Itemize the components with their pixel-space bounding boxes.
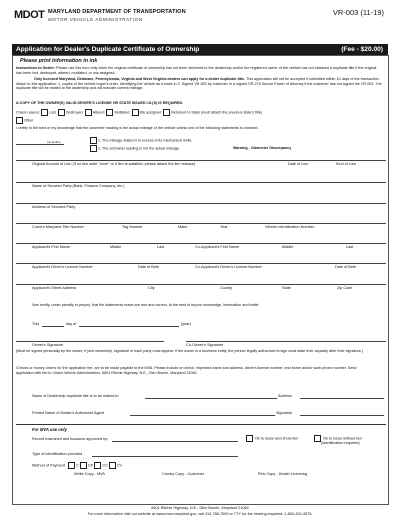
reason-row — [16, 109, 386, 116]
reason-label: Check reason: — [16, 110, 40, 115]
id-type-label: Type of identification provided — [32, 452, 83, 456]
fee-label: (Fee - $20.00) — [341, 45, 383, 53]
day-of-label: day of — [66, 322, 77, 326]
zip-label: Zip Code — [337, 286, 353, 290]
last-label: Last — [157, 245, 165, 249]
reason-returned-checkbox[interactable] — [163, 109, 170, 116]
odometer-option-1-checkbox[interactable] — [90, 137, 97, 144]
middle-label: Middle — [110, 245, 122, 249]
make-label: Make — [178, 225, 188, 229]
eligible-dealers-note: Only licensed Maryland, Delaware, Pennsylvania, Virginia and West Virginia dealers can apply for a dealer duplicate title. — [34, 77, 246, 81]
payment-ck-checkbox[interactable] — [80, 462, 87, 469]
agent-name-field[interactable] — [130, 415, 275, 416]
vehicle-info-field[interactable] — [16, 223, 386, 224]
reason-destroyed-checkbox[interactable] — [58, 109, 65, 116]
payment-cc-label: CC — [102, 463, 108, 468]
payment-c-label: C — [76, 463, 79, 468]
secured-party-name-field[interactable] — [16, 182, 386, 183]
reason-other-label: Other — [24, 118, 34, 123]
agency-name: MARYLAND DEPARTMENT OF TRANSPORTATION — [48, 9, 186, 15]
applicant-names-field[interactable] — [16, 243, 386, 244]
payment-cv-checkbox[interactable] — [109, 462, 116, 469]
footer-info: For more information visit our website at www.mva.maryland.gov, call 410-768-7000 or TTY for the hearing impaired: 1-800-492-4575. — [87, 512, 313, 516]
reason-other-row — [16, 117, 33, 124]
payment-cv-label: CV — [116, 463, 123, 468]
date-of-lien-label: Date of Lien — [288, 162, 309, 166]
license-numbers-field[interactable] — [16, 263, 386, 264]
record-examined-label: Record examined and issuance approved by: — [32, 437, 109, 441]
divider — [16, 424, 386, 425]
odometer-warning: Warning - Odometer Discrepancy — [233, 146, 292, 150]
canary-copy-label: Canary Copy - Customer — [162, 472, 204, 476]
dealership-address-label: Address — [278, 394, 292, 398]
mva-use-label: For MVA use only — [32, 427, 67, 432]
dob-label: Date of Birth — [138, 265, 160, 269]
city-label: City — [148, 286, 155, 290]
ok-issue-show-lien — [246, 435, 298, 442]
payment-ck-label: CK — [87, 463, 94, 468]
first-name-label: Applicant's First Name — [32, 245, 70, 249]
subheading: Please print information in ink — [20, 58, 98, 64]
dealership-name-field[interactable] — [145, 398, 277, 399]
payment-method-label: Method of Payment — [32, 463, 65, 468]
payment-cc-checkbox[interactable] — [94, 462, 101, 469]
co-owner-signature-field[interactable] — [186, 341, 386, 342]
odometer-certify: I certify to the best of my knowledge that the odometer reading is the actual mileage of the vehicle unless one of the following statements is checked. — [16, 126, 259, 130]
lien-amount-label: Original Amount of Lien (If no lien write "none" or if lien is satisfied, please attach the lien release) — [32, 162, 196, 166]
co-owner-signature-label: Co-Owner's Signature — [186, 343, 224, 347]
no-tenths-label: (no tenths) — [47, 140, 61, 144]
secured-party-address-label: Address of Secured Party — [32, 205, 76, 209]
form-number: VR-003 (11-19) — [332, 8, 384, 17]
ok-issue-without-lien-checkbox[interactable] — [314, 435, 321, 442]
odometer-reading-field[interactable] — [16, 144, 64, 145]
odometer-option-1 — [90, 137, 192, 144]
form-title: Application for Dealer's Duplicate Certificate of Ownership — [16, 45, 200, 53]
payment-c-checkbox[interactable] — [68, 462, 75, 469]
co-first-name-label: Co-Applicant's First Name — [195, 245, 239, 249]
year-paren-label: (year) — [181, 322, 191, 326]
form-title-bar — [12, 44, 388, 55]
vin-label: Vehicle Identification Number — [265, 225, 315, 229]
owner-signature-field[interactable] — [16, 341, 164, 342]
odometer-option-2-checkbox[interactable] — [90, 145, 97, 152]
reason-lost-checkbox[interactable] — [41, 109, 48, 116]
title-number-label: Current Maryland Title Number — [32, 225, 84, 229]
day-field[interactable] — [42, 326, 64, 327]
reason-altered-checkbox[interactable] — [85, 109, 92, 116]
white-copy-label: White Copy - MVA — [74, 472, 105, 476]
reason-destroyed-label: Destroyed — [65, 110, 83, 115]
agent-name-label: Printed Name of Dealer's Authorized Agent — [32, 411, 105, 415]
state-label: State — [282, 286, 291, 290]
reason-mutilated-checkbox[interactable] — [106, 109, 113, 116]
owner-signature-label: Owner's Signature — [32, 343, 64, 347]
secured-party-address-field[interactable] — [16, 203, 386, 204]
reason-returned-label: Returned to State (must attach the previous state's title) — [171, 110, 262, 115]
address-field[interactable] — [16, 284, 386, 285]
agent-signature-label: Signature — [276, 411, 293, 415]
payment-note: Checks or money orders for the application fee, are to be made payable to the MVA. Please include on check: imprinted name and address, driver's license number, and home and/or work phone number. Send application with fee to: Motor Vehicle Administration, 6601 Ritchie Highway, N.E., Glen Burnie, Maryland 21062. — [16, 366, 357, 375]
odometer-option-2-label: 2. The odometer reading is not the actual mileage. — [98, 146, 181, 151]
reason-lost-label: Lost — [48, 110, 56, 115]
co-middle-label: Middle — [282, 245, 294, 249]
instructions-p2 — [16, 77, 382, 91]
pink-copy-label: Pink Copy - Dealer Licensing — [258, 472, 307, 476]
this-label: This — [32, 322, 40, 326]
reason-misassigned-label: Mis assigned — [139, 110, 162, 115]
year-label: Year — [220, 225, 228, 229]
attachments-note: This application will not be accepted if submitted within 10 days of the transaction. Attach to this application: 1. copies of the vehicle buyer's order, identifying the vehicle as a trade-in 2. Signed VR-003 by customer or a signed VR-278 Secure Power of Attorney if the customer has not signed the VR-003. The duplicate title will be mailed to the dealership and will indicate current mileage. — [16, 77, 382, 91]
odometer-option-2 — [90, 145, 180, 152]
agency-subname: MOTOR VEHICLE ADMINISTRATION — [48, 17, 143, 22]
co-dob-label: Date of Birth — [335, 265, 357, 269]
co-dl-number-label: Co-Applicant's Driver's License Number — [195, 265, 262, 269]
tag-number-label: Tag Number — [122, 225, 143, 229]
reason-mutilated-label: Mutilated — [114, 110, 130, 115]
ok-issue-without-lien-label: Ok to issue without lien — [323, 436, 363, 441]
dl-number-label: Applicant's Driver's License Number — [32, 265, 93, 269]
mdot-logo: MDOT — [14, 9, 45, 21]
kind-of-lien-label: Kind of Lien — [336, 162, 357, 166]
id-type-field[interactable] — [92, 456, 238, 457]
reason-misassigned-checkbox[interactable] — [132, 109, 139, 116]
street-label: Applicant's Street Address — [32, 286, 77, 290]
signature-note: (Must be signed personally by the owner; If joint ownership, signature of each party must appear; If the owner is a business entity, the person legally authorized to sign must state their capacity after their signature.) — [16, 349, 364, 353]
perjury-statement: I/we certify, under penalty of perjury, that the statements made are true and correct, to the best of my/our knowledge, information and belief. — [32, 303, 260, 307]
reason-other-checkbox[interactable] — [16, 117, 23, 124]
co-last-label: Last — [346, 245, 354, 249]
secured-party-name-label: Name of Secured Party (Bank, Finance Company, etc.) — [32, 184, 125, 188]
divider — [16, 160, 386, 161]
odometer-option-1-label: 1. The mileage stated is in excess of its mechanical limits. — [98, 138, 193, 143]
month-field[interactable] — [79, 326, 179, 327]
dealership-address-field[interactable] — [300, 398, 384, 399]
instructions-p1: Please use this form only when the original certificate of ownership has not been delivered to the dealership and/or the registered owner of the vehicle has not obtained a duplicate title if the original has been lost, destroyed, altered, mutilated, or mis assigned. — [16, 66, 377, 75]
instructions — [16, 66, 382, 75]
record-examined-field[interactable] — [112, 441, 238, 442]
reason-altered-label: Altered — [92, 110, 105, 115]
identification-required-label: (identification required) — [321, 441, 360, 445]
instructions-label: Instructions to Dealer: — [16, 66, 56, 70]
county-label: County — [220, 286, 233, 290]
footer-address: 6601 Ritchie Highway, N.E., Glen Burnie, Maryland 21062 — [151, 506, 249, 510]
ok-issue-show-lien-label: Ok to issue and show lien — [255, 436, 299, 441]
dealership-name-label: Name of Dealership duplicate title is to be mailed to — [32, 394, 119, 398]
payment-method-row — [32, 462, 122, 469]
ok-issue-show-lien-checkbox[interactable] — [246, 435, 253, 442]
agent-signature-field[interactable] — [300, 415, 384, 416]
id-required-notice: A COPY OF THE OWNER(S) VALID DRIVER'S LICENSE OR STATE ISSUED I.D.(S) IS REQUIRED. — [16, 101, 184, 105]
